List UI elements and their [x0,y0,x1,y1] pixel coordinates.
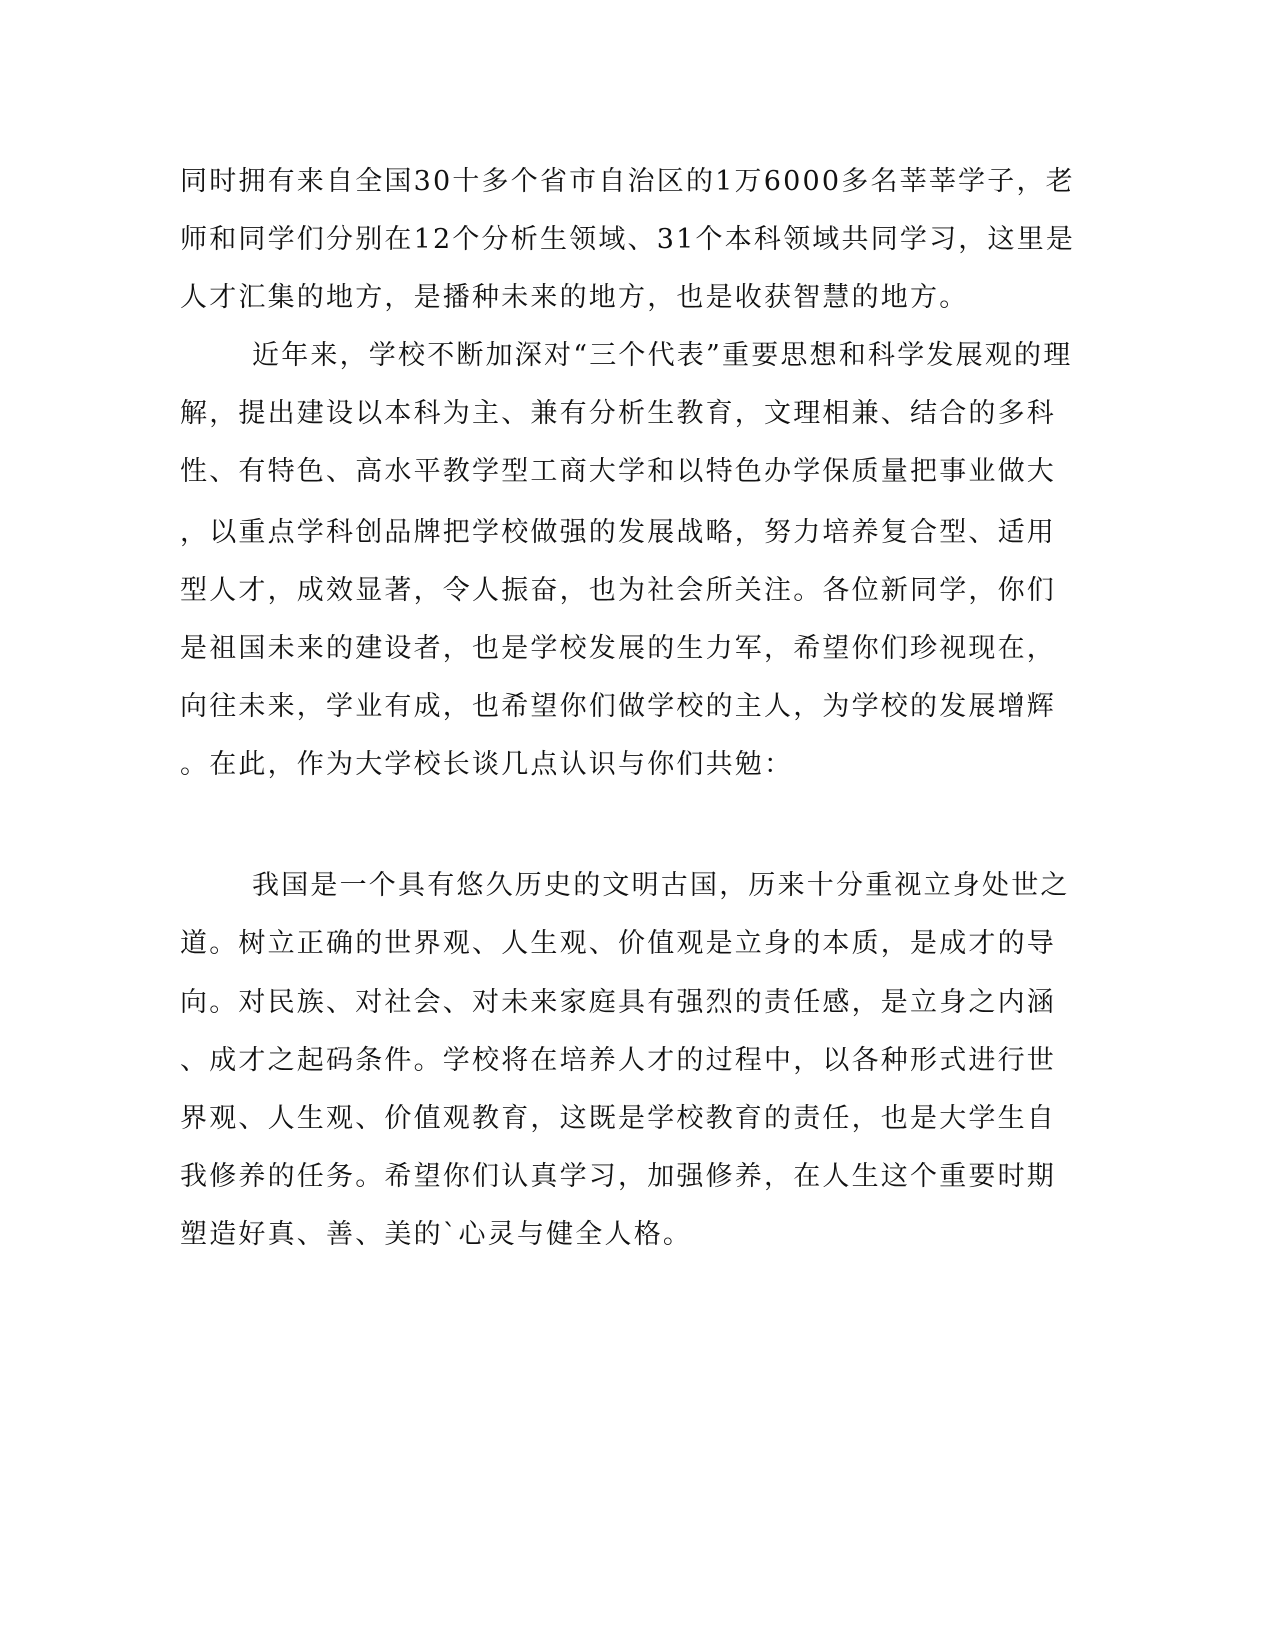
paragraph-2-line-7: 向往未来，学业有成，也希望你们做学校的主人，为学校的发展增辉 [180,691,1056,722]
paragraph-3-line-4: 、成才之起码条件。学校将在培养人才的过程中，以各种形式进行世 [180,1045,1056,1076]
paragraph-2-line-1: 近年来，学校不断加深对“三个代表”重要思想和科学发展观的理 [252,340,1073,371]
paragraph-3-line-3: 向。对民族、对社会、对未来家庭具有强烈的责任感，是立身之内涵 [180,987,1056,1018]
paragraph-3-line-5: 界观、人生观、价值观教育，这既是学校教育的责任，也是大学生自 [180,1103,1056,1134]
paragraph-3-line-7: 塑造好真、善、美的`心灵与健全人格。 [180,1219,693,1250]
paragraph-1-line-2: 师和同学们分别在12个分析生领域、31个本科领域共同学习，这里是 [180,224,1076,255]
paragraph-1-line-1: 同时拥有来自全国30十多个省市自治区的1万6000多名莘莘学子，老 [180,166,1075,197]
paragraph-2-line-3: 性、有特色、高水平教学型工商大学和以特色办学保质量把事业做大 [180,456,1056,487]
paragraph-2-line-5: 型人才，成效显著，令人振奋，也为社会所关注。各位新同学，你们 [180,575,1056,606]
paragraph-2-line-4: ，以重点学科创品牌把学校做强的发展战略，努力培养复合型、适用 [180,517,1056,548]
paragraph-3-line-1: 我国是一个具有悠久历史的文明古国，历来十分重视立身处世之 [252,870,1070,901]
paragraph-2-line-2: 解，提出建设以本科为主、兼有分析生教育，文理相兼、结合的多科 [180,398,1056,429]
paragraph-2-line-6: 是祖国未来的建设者，也是学校发展的生力军，希望你们珍视现在， [180,633,1056,664]
paragraph-3-line-2: 道。树立正确的世界观、人生观、价值观是立身的本质，是成才的导 [180,928,1056,959]
paragraph-2-line-8: 。在此，作为大学校长谈几点认识与你们共勉： [180,749,794,780]
paragraph-3-line-6: 我修养的任务。希望你们认真学习，加强修养，在人生这个重要时期 [180,1161,1056,1192]
paragraph-1-line-3: 人才汇集的地方，是播种未来的地方，也是收获智慧的地方。 [180,282,969,313]
